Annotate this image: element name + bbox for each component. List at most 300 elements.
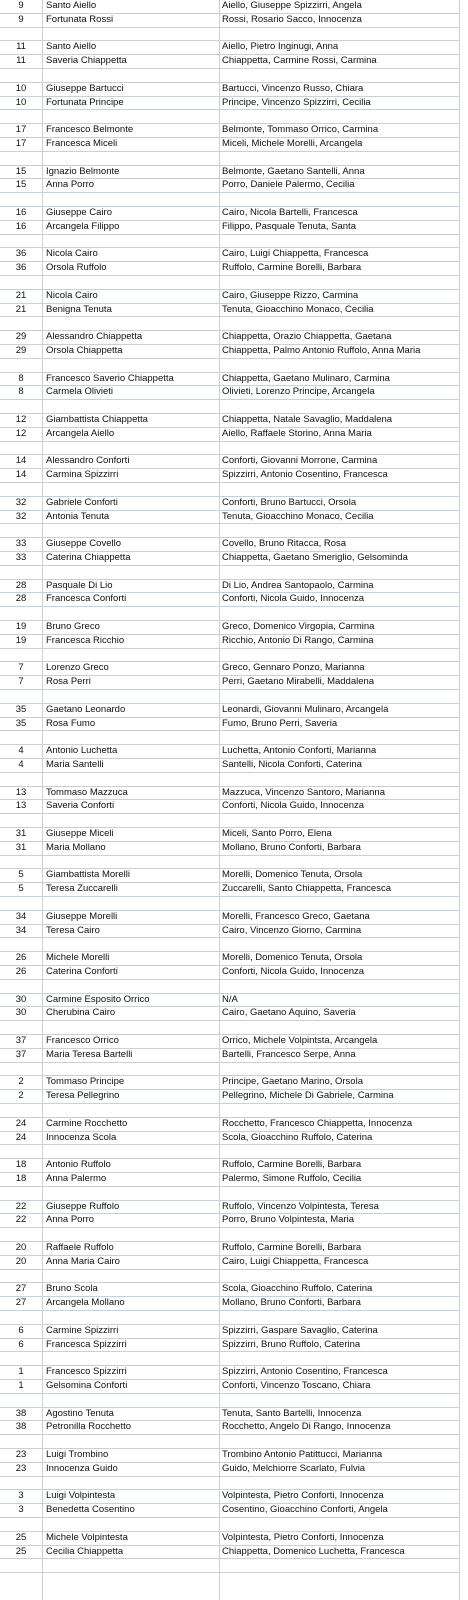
cell-parents[interactable]: Miceli, Michele Morelli, Arcangela	[222, 138, 363, 149]
cell-name[interactable]	[43, 1063, 219, 1076]
cell-name[interactable]: Orsola Chiappetta	[46, 345, 123, 356]
cell-number[interactable]: 11	[16, 41, 26, 53]
cell-name[interactable]: Giuseppe Covello	[46, 538, 121, 550]
cell-name[interactable]: Carmela Olivieti	[46, 386, 114, 398]
cell-name[interactable]: Anna Palermo	[46, 1173, 107, 1184]
cell-name[interactable]: Maria Teresa Bartelli	[46, 1048, 133, 1060]
cell-name[interactable]: Giambattista Chiappetta	[46, 414, 148, 425]
cell-parents[interactable]: Conforti, Nicola Guido, Innocenza	[222, 800, 365, 812]
cell-name[interactable]: Giuseppe Cairo	[46, 207, 113, 218]
cell-number[interactable]: 23	[15, 1449, 27, 1460]
cell-number[interactable]: 32	[15, 496, 27, 508]
cell-parents[interactable]: Ruffolo, Vincenzo Volpintesta, Teresa	[222, 1200, 379, 1212]
cell-parents[interactable]	[220, 1435, 460, 1448]
cell-parents[interactable]	[220, 607, 460, 620]
cell-parents[interactable]	[220, 1477, 460, 1490]
cell-number[interactable]: 22	[15, 1200, 27, 1212]
cell-name[interactable]	[43, 1228, 219, 1241]
cell-number[interactable]: 16	[15, 207, 27, 218]
cell-number[interactable]	[0, 814, 42, 827]
cell-name[interactable]	[43, 1187, 219, 1200]
cell-parents[interactable]: Chiappetta, Palmo Antonio Ruffolo, Anna Maria	[222, 345, 421, 356]
cell-name[interactable]: Santo Aiello	[46, 41, 97, 53]
cell-parents[interactable]: Leonardi, Giovanni Mulinaro, Arcangela	[222, 703, 389, 715]
cell-name[interactable]	[43, 1311, 219, 1324]
cell-number[interactable]: 26	[15, 952, 27, 964]
cell-number[interactable]	[0, 235, 42, 248]
cell-name[interactable]: Innocenza Guido	[46, 1462, 118, 1474]
cell-parents[interactable]: Conforti, Nicola Guido, Innocenza	[222, 593, 365, 605]
cell-name[interactable]: Petronilla Rocchetto	[46, 1421, 132, 1433]
cell-number[interactable]: 1	[18, 1366, 24, 1378]
cell-name[interactable]	[43, 442, 219, 455]
cell-number[interactable]: 8	[18, 386, 24, 398]
cell-parents[interactable]: Pellegrino, Michele Di Gabriele, Carmina	[222, 1090, 394, 1102]
cell-number[interactable]: 3	[18, 1490, 24, 1502]
cell-number[interactable]: 27	[15, 1297, 27, 1309]
cell-number[interactable]	[0, 649, 42, 662]
cell-parents[interactable]: Porro, Daniele Palermo, Cecilia	[222, 179, 355, 191]
cell-name[interactable]	[43, 317, 219, 330]
cell-number[interactable]	[0, 1394, 42, 1407]
cell-name[interactable]: Teresa Cairo	[46, 924, 100, 936]
cell-name[interactable]: Michele Volpintesta	[46, 1531, 128, 1543]
cell-number[interactable]	[0, 110, 42, 123]
cell-number[interactable]: 4	[18, 745, 24, 757]
cell-name[interactable]: Giuseppe Miceli	[46, 828, 114, 839]
cell-name[interactable]: Cherubina Cairo	[46, 1007, 116, 1019]
cell-parents[interactable]	[220, 400, 460, 413]
cell-parents[interactable]: Volpintesta, Pietro Conforti, Innocenza	[222, 1531, 384, 1543]
cell-number[interactable]: 7	[18, 676, 24, 688]
cell-name[interactable]: Arcangela Filippo	[46, 220, 120, 232]
cell-name[interactable]	[43, 1352, 219, 1365]
cell-parents[interactable]: Orrico, Michele Volpintsta, Arcangela	[222, 1035, 378, 1046]
cell-name[interactable]: Innocenza Scola	[46, 1131, 117, 1143]
cell-parents[interactable]	[220, 317, 460, 330]
cell-name[interactable]: Gaetano Leonardo	[46, 703, 126, 715]
cell-parents[interactable]: Luchetta, Antonio Conforti, Marianna	[222, 745, 377, 757]
cell-number[interactable]	[0, 28, 42, 41]
cell-parents[interactable]	[220, 1518, 460, 1531]
cell-number[interactable]	[0, 317, 42, 330]
cell-parents[interactable]: Spizzirri, Antonio Cosentino, Francesca	[222, 1366, 388, 1378]
cell-parents[interactable]: Scola, Gioacchino Ruffolo, Caterina	[222, 1283, 373, 1295]
cell-name[interactable]: Francesca Conforti	[46, 593, 127, 605]
cell-parents[interactable]: Chiappetta, Natale Savaglio, Maddalena	[222, 414, 393, 425]
cell-number[interactable]: 6	[18, 1324, 24, 1336]
cell-number[interactable]: 12	[15, 414, 27, 425]
cell-parents[interactable]	[220, 566, 460, 579]
cell-name[interactable]	[43, 359, 219, 372]
cell-number[interactable]: 37	[15, 1035, 27, 1046]
cell-number[interactable]: 18	[15, 1159, 27, 1171]
cell-name[interactable]: Anna Maria Cairo	[46, 1255, 120, 1267]
cell-parents[interactable]: Scola, Gioacchino Ruffolo, Caterina	[222, 1131, 373, 1143]
cell-number[interactable]: 11	[16, 55, 26, 67]
cell-name[interactable]	[43, 483, 219, 496]
cell-parents[interactable]	[220, 28, 460, 41]
cell-number[interactable]: 30	[15, 1007, 27, 1019]
cell-name[interactable]: Saveria Conforti	[46, 800, 115, 812]
cell-name[interactable]: Giuseppe Morelli	[46, 910, 118, 922]
cell-number[interactable]	[0, 1228, 42, 1241]
cell-name[interactable]: Benedetta Cosentino	[46, 1504, 135, 1516]
cell-name[interactable]: Rosa Perri	[46, 676, 91, 688]
cell-parents[interactable]: Cairo, Luigi Chiappetta, Francesca	[222, 248, 369, 260]
cell-name[interactable]: Francesco Orrico	[46, 1035, 119, 1046]
cell-parents[interactable]: Filippo, Pasquale Tenuta, Santa	[222, 220, 356, 232]
cell-name[interactable]: Carmina Spizzirri	[46, 469, 119, 481]
cell-number[interactable]: 5	[18, 883, 24, 895]
cell-number[interactable]: 32	[15, 510, 27, 522]
cell-name[interactable]	[43, 1021, 219, 1034]
cell-name[interactable]: Teresa Pellegrino	[46, 1090, 120, 1102]
cell-name[interactable]: Giambattista Morelli	[46, 869, 130, 881]
cell-parents[interactable]: Santelli, Nicola Conforti, Caterina	[222, 759, 362, 770]
cell-name[interactable]: Francesco Spizzirri	[46, 1366, 127, 1378]
cell-parents[interactable]: Rocchetto, Angelo Di Rango, Innocenza	[222, 1421, 391, 1433]
cell-name[interactable]: Alessandro Chiappetta	[46, 331, 143, 343]
cell-parents[interactable]	[220, 649, 460, 662]
cell-parents[interactable]	[220, 1063, 460, 1076]
cell-number[interactable]: 23	[15, 1462, 27, 1474]
cell-parents[interactable]	[220, 1228, 460, 1241]
cell-parents[interactable]: Chiappetta, Gaetano Smeriglio, Gelsominda	[222, 552, 408, 563]
cell-name[interactable]	[43, 276, 219, 289]
cell-name[interactable]: Nicola Cairo	[46, 248, 98, 260]
cell-name[interactable]: Tommaso Principe	[46, 1076, 125, 1088]
cell-number[interactable]	[0, 400, 42, 413]
cell-name[interactable]	[43, 607, 219, 620]
cell-parents[interactable]	[220, 1187, 460, 1200]
cell-number[interactable]: 22	[15, 1214, 27, 1226]
cell-number[interactable]: 21	[15, 303, 27, 315]
cell-number[interactable]: 33	[15, 552, 27, 563]
cell-name[interactable]: Maria Mollano	[46, 841, 106, 853]
cell-number[interactable]: 7	[18, 662, 24, 674]
cell-number[interactable]: 19	[15, 634, 27, 646]
cell-number[interactable]	[0, 524, 42, 537]
cell-name[interactable]	[43, 110, 219, 123]
cell-number[interactable]: 38	[15, 1421, 27, 1433]
cell-parents[interactable]: Porro, Bruno Volpintesta, Maria	[222, 1214, 355, 1226]
cell-parents[interactable]: Chiappetta, Orazio Chiappetta, Gaetana	[222, 331, 392, 343]
cell-name[interactable]: Luigi Trombino	[46, 1449, 109, 1460]
cell-name[interactable]: Arcangela Aiello	[46, 427, 115, 439]
cell-parents[interactable]: Ruffolo, Carmine Borelli, Barbara	[222, 1242, 362, 1253]
cell-parents[interactable]	[220, 524, 460, 537]
cell-number[interactable]: 26	[15, 966, 27, 977]
cell-number[interactable]: 19	[15, 621, 27, 632]
cell-parents[interactable]: Cairo, Nicola Bartelli, Francesca	[222, 207, 358, 218]
cell-name[interactable]: Fortunata Rossi	[46, 13, 114, 25]
cell-parents[interactable]: Morelli, Domenico Tenuta, Orsola	[222, 869, 363, 881]
cell-number[interactable]	[0, 938, 42, 951]
cell-parents[interactable]: Chiappetta, Carmine Rossi, Carmina	[222, 55, 377, 67]
cell-name[interactable]: Raffaele Ruffolo	[46, 1242, 114, 1253]
cell-parents[interactable]: N/A	[222, 993, 238, 1005]
cell-number[interactable]	[0, 1063, 42, 1076]
cell-parents[interactable]	[220, 731, 460, 744]
cell-name[interactable]	[43, 856, 219, 869]
cell-name[interactable]	[43, 524, 219, 537]
cell-parents[interactable]	[220, 814, 460, 827]
cell-name[interactable]: Pasquale Di Lio	[46, 579, 113, 591]
cell-number[interactable]: 1	[18, 1380, 24, 1391]
cell-parents[interactable]: Conforti, Nicola Guido, Innocenza	[222, 966, 365, 977]
cell-number[interactable]: 4	[18, 759, 24, 770]
cell-name[interactable]	[43, 1518, 219, 1531]
cell-name[interactable]	[43, 897, 219, 910]
cell-number[interactable]	[0, 1145, 42, 1158]
cell-parents[interactable]	[220, 1311, 460, 1324]
cell-parents[interactable]: Cairo, Giuseppe Rizzo, Carmina	[222, 289, 359, 301]
cell-parents[interactable]: Rossi, Rosario Sacco, Innocenza	[222, 13, 362, 25]
cell-number[interactable]	[0, 483, 42, 496]
cell-name[interactable]: Gelsomina Conforti	[46, 1380, 128, 1391]
cell-parents[interactable]: Chiappetta, Domenico Luchetta, Francesca	[222, 1545, 405, 1557]
cell-parents[interactable]	[220, 1021, 460, 1034]
cell-number[interactable]: 3	[18, 1504, 24, 1516]
cell-parents[interactable]: Cosentino, Gioacchino Conforti, Angela	[222, 1504, 388, 1516]
cell-name[interactable]: Antonia Tenuta	[46, 510, 110, 522]
cell-parents[interactable]: Cairo, Vincenzo Giorno, Carmina	[222, 924, 362, 936]
cell-number[interactable]: 24	[15, 1131, 27, 1143]
cell-number[interactable]: 2	[18, 1090, 24, 1102]
cell-number[interactable]: 28	[15, 579, 27, 591]
cell-name[interactable]	[43, 1559, 219, 1572]
cell-name[interactable]	[43, 649, 219, 662]
cell-number[interactable]	[0, 607, 42, 620]
cell-name[interactable]: Anna Porro	[46, 1214, 95, 1226]
cell-name[interactable]: Lorenzo Greco	[46, 662, 109, 674]
cell-parents[interactable]: Spizzirri, Gaspare Savaglio, Caterina	[222, 1324, 378, 1336]
cell-number[interactable]: 28	[15, 593, 27, 605]
cell-parents[interactable]: Fumo, Bruno Perri, Saveria	[222, 717, 338, 729]
cell-number[interactable]: 14	[15, 455, 27, 467]
cell-number[interactable]: 38	[15, 1407, 27, 1419]
cell-parents[interactable]	[220, 1145, 460, 1158]
cell-number[interactable]: 24	[15, 1117, 27, 1129]
cell-name[interactable]: Carmine Spizzirri	[46, 1324, 119, 1336]
cell-parents[interactable]: Bartelli, Francesco Serpe, Anna	[222, 1048, 356, 1060]
cell-parents[interactable]: Tenuta, Santo Bartelli, Innocenza	[222, 1407, 362, 1419]
cell-name[interactable]: Giuseppe Bartucci	[46, 82, 124, 94]
cell-parents[interactable]: Bartucci, Vincenzo Russo, Chiara	[222, 82, 364, 94]
cell-number[interactable]	[0, 1187, 42, 1200]
cell-parents[interactable]: Conforti, Giovanni Morrone, Carmina	[222, 455, 378, 467]
cell-number[interactable]: 2	[18, 1076, 24, 1088]
cell-name[interactable]: Caterina Chiappetta	[46, 552, 131, 563]
cell-name[interactable]: Cecilia Chiappetta	[46, 1545, 124, 1557]
cell-parents[interactable]: Perri, Gaetano Mirabelli, Maddalena	[222, 676, 375, 688]
cell-parents[interactable]	[220, 980, 460, 993]
cell-number[interactable]: 13	[15, 786, 27, 798]
cell-number[interactable]	[0, 1104, 42, 1117]
cell-number[interactable]: 15	[15, 179, 27, 191]
cell-parents[interactable]	[220, 152, 460, 165]
cell-name[interactable]: Luigi Volpintesta	[46, 1490, 116, 1502]
cell-parents[interactable]	[220, 856, 460, 869]
cell-number[interactable]	[0, 152, 42, 165]
cell-number[interactable]	[0, 980, 42, 993]
cell-name[interactable]	[43, 1477, 219, 1490]
cell-parents[interactable]	[220, 69, 460, 82]
cell-parents[interactable]	[220, 359, 460, 372]
cell-parents[interactable]: Trombino Antonio Patittucci, Marianna	[222, 1449, 383, 1460]
cell-number[interactable]: 36	[15, 262, 27, 274]
cell-name[interactable]: Bruno Greco	[46, 621, 100, 632]
cell-number[interactable]: 27	[15, 1283, 27, 1295]
cell-name[interactable]: Agostino Tenuta	[46, 1407, 114, 1419]
cell-name[interactable]: Gabriele Conforti	[46, 496, 118, 508]
cell-parents[interactable]: Principe, Gaetano Marino, Orsola	[222, 1076, 363, 1088]
cell-name[interactable]	[43, 69, 219, 82]
cell-name[interactable]	[43, 1104, 219, 1117]
cell-parents[interactable]: Greco, Gennaro Ponzo, Marianna	[222, 662, 365, 674]
cell-number[interactable]: 31	[15, 828, 27, 839]
cell-parents[interactable]: Covello, Bruno Ritacca, Rosa	[222, 538, 347, 550]
cell-parents[interactable]: Mollano, Bruno Conforti, Barbara	[222, 841, 361, 853]
cell-name[interactable]: Benigna Tenuta	[46, 303, 112, 315]
cell-parents[interactable]: Olivieti, Lorenzo Principe, Arcangela	[222, 386, 375, 398]
cell-number[interactable]	[0, 1518, 42, 1531]
cell-parents[interactable]: Belmonte, Tommaso Orrico, Carmina	[222, 124, 379, 136]
cell-parents[interactable]: Belmonte, Gaetano Santelli, Anna	[222, 165, 365, 177]
cell-number[interactable]: 12	[15, 427, 27, 439]
cell-number[interactable]: 31	[15, 841, 27, 853]
cell-number[interactable]	[0, 69, 42, 82]
cell-name[interactable]	[43, 1435, 219, 1448]
cell-parents[interactable]	[220, 235, 460, 248]
cell-name[interactable]: Nicola Cairo	[46, 289, 98, 301]
cell-number[interactable]	[0, 731, 42, 744]
cell-name[interactable]: Anna Porro	[46, 179, 95, 191]
cell-number[interactable]	[0, 897, 42, 910]
cell-parents[interactable]: Spizzirri, Bruno Ruffolo, Caterina	[222, 1338, 361, 1350]
cell-parents[interactable]	[220, 690, 460, 703]
cell-number[interactable]: 25	[15, 1531, 27, 1543]
cell-number[interactable]: 13	[15, 800, 27, 812]
cell-parents[interactable]	[220, 897, 460, 910]
cell-number[interactable]	[0, 1021, 42, 1034]
cell-parents[interactable]	[220, 442, 460, 455]
cell-name[interactable]: Rosa Fumo	[46, 717, 96, 729]
cell-number[interactable]: 35	[15, 703, 27, 715]
cell-number[interactable]	[0, 773, 42, 786]
cell-number[interactable]	[0, 1352, 42, 1365]
cell-number[interactable]	[0, 1270, 42, 1283]
cell-number[interactable]: 16	[15, 220, 27, 232]
cell-parents[interactable]: Tenuta, Gioacchino Monaco, Cecilia	[222, 510, 374, 522]
cell-number[interactable]	[0, 359, 42, 372]
cell-number[interactable]: 37	[15, 1048, 27, 1060]
cell-parents[interactable]: Rocchetto, Francesco Chiappetta, Innocenza	[222, 1117, 413, 1129]
cell-number[interactable]	[0, 856, 42, 869]
cell-parents[interactable]: Conforti, Bruno Bartucci, Orsola	[222, 496, 357, 508]
cell-number[interactable]	[0, 276, 42, 289]
cell-name[interactable]: Teresa Zuccarelli	[46, 883, 118, 895]
cell-number[interactable]	[0, 1559, 42, 1572]
cell-name[interactable]: Carmine Rocchetto	[46, 1117, 128, 1129]
cell-number[interactable]: 10	[15, 82, 27, 94]
cell-number[interactable]: 18	[15, 1173, 27, 1184]
cell-number[interactable]: 29	[15, 331, 27, 343]
cell-parents[interactable]: Principe, Vincenzo Spizzirri, Cecilia	[222, 96, 371, 108]
cell-name[interactable]	[43, 193, 219, 206]
cell-name[interactable]: Francesca Ricchio	[46, 634, 125, 646]
cell-name[interactable]: Francesco Saverio Chiappetta	[46, 372, 174, 384]
cell-parents[interactable]: Volpintesta, Pietro Conforti, Innocenza	[222, 1490, 384, 1502]
cell-parents[interactable]: Mazzuca, Vincenzo Santoro, Marianna	[222, 786, 385, 798]
cell-name[interactable]: Santo Aiello	[46, 0, 97, 11]
cell-name[interactable]: Saveria Chiappetta	[46, 55, 127, 67]
cell-name[interactable]: Giuseppe Ruffolo	[46, 1200, 120, 1212]
cell-name[interactable]: Arcangela Mollano	[46, 1297, 125, 1309]
cell-name[interactable]	[43, 1270, 219, 1283]
cell-parents[interactable]	[220, 1352, 460, 1365]
cell-parents[interactable]: Cairo, Luigi Chiappetta, Francesca	[222, 1255, 369, 1267]
cell-parents[interactable]: Ricchio, Antonio Di Rango, Carmina	[222, 634, 374, 646]
cell-number[interactable]: 36	[15, 248, 27, 260]
cell-number[interactable]: 21	[15, 289, 27, 301]
cell-number[interactable]: 20	[15, 1242, 27, 1253]
cell-name[interactable]: Alessandro Conforti	[46, 455, 130, 467]
cell-number[interactable]: 5	[18, 869, 24, 881]
cell-number[interactable]: 20	[15, 1255, 27, 1267]
cell-parents[interactable]	[220, 1270, 460, 1283]
cell-parents[interactable]	[220, 1104, 460, 1117]
cell-number[interactable]	[0, 193, 42, 206]
cell-parents[interactable]	[220, 276, 460, 289]
cell-number[interactable]: 25	[15, 1545, 27, 1557]
cell-parents[interactable]: Chiappetta, Gaetano Mulinaro, Carmina	[222, 372, 390, 384]
cell-name[interactable]: Francesco Belmonte	[46, 124, 134, 136]
cell-name[interactable]	[43, 28, 219, 41]
cell-name[interactable]: Francesca Spizzirri	[46, 1338, 127, 1350]
cell-parents[interactable]: Morelli, Domenico Tenuta, Orsola	[222, 952, 363, 964]
cell-number[interactable]: 33	[15, 538, 27, 550]
cell-name[interactable]	[43, 400, 219, 413]
cell-number[interactable]: 35	[15, 717, 27, 729]
cell-number[interactable]: 34	[15, 924, 27, 936]
cell-number[interactable]	[0, 690, 42, 703]
cell-parents[interactable]: Zuccarelli, Santo Chiappetta, Francesca	[222, 883, 391, 895]
cell-name[interactable]	[43, 814, 219, 827]
cell-parents[interactable]	[220, 938, 460, 951]
cell-name[interactable]	[43, 731, 219, 744]
cell-number[interactable]	[0, 1435, 42, 1448]
cell-parents[interactable]: Greco, Domenico Virgopia, Carmina	[222, 621, 375, 632]
cell-number[interactable]: 14	[15, 469, 27, 481]
cell-parents[interactable]	[220, 483, 460, 496]
cell-parents[interactable]: Miceli, Santo Porro, Elena	[222, 828, 332, 839]
cell-parents[interactable]: Di Lio, Andrea Santopaolo, Carmina	[222, 579, 374, 591]
cell-number[interactable]	[0, 442, 42, 455]
cell-parents[interactable]	[220, 193, 460, 206]
cell-name[interactable]	[43, 1145, 219, 1158]
cell-number[interactable]: 9	[18, 0, 24, 11]
cell-name[interactable]	[43, 938, 219, 951]
cell-parents[interactable]: Spizzirri, Antonio Cosentino, Francesca	[222, 469, 388, 481]
cell-number[interactable]	[0, 1311, 42, 1324]
cell-number[interactable]: 29	[15, 345, 27, 356]
cell-name[interactable]: Ignazio Belmonte	[46, 165, 120, 177]
cell-number[interactable]	[0, 1477, 42, 1490]
cell-name[interactable]	[43, 235, 219, 248]
cell-parents[interactable]: Guido, Melchiorre Scarlato, Fulvia	[222, 1462, 366, 1474]
